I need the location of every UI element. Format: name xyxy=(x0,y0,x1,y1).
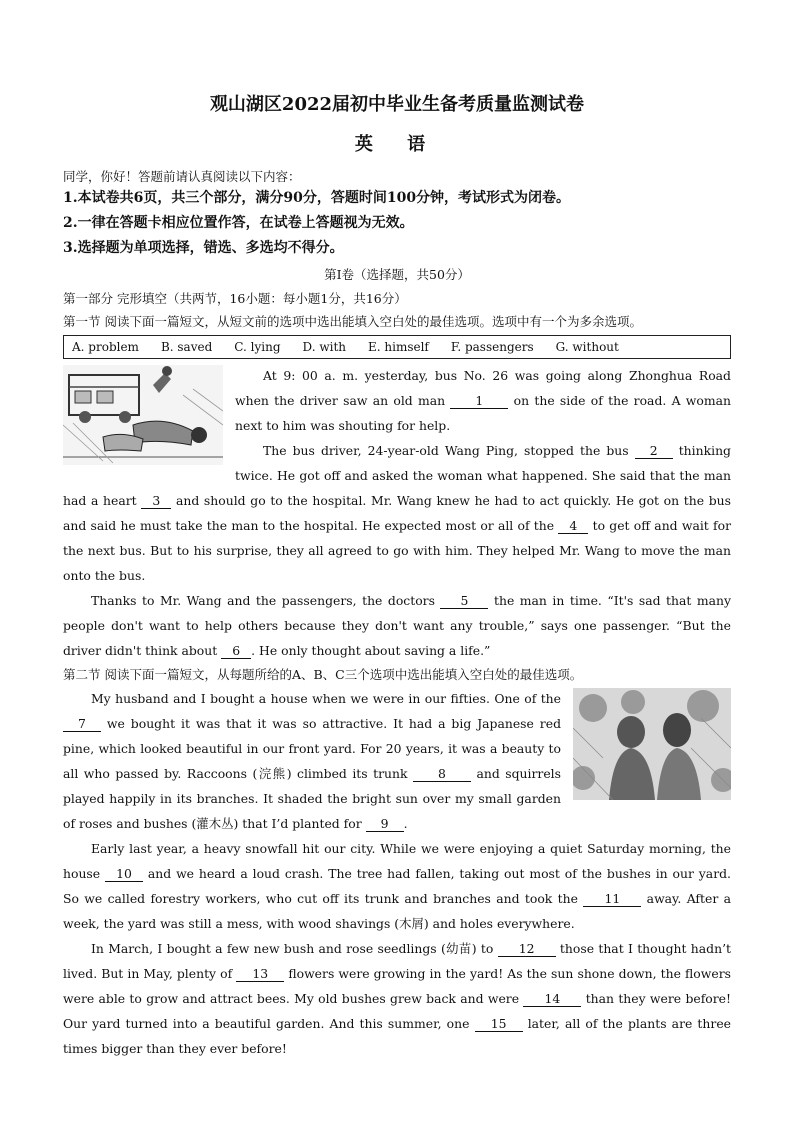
text-run: and we heard a loud crash. The tree had fallen, taking out most of the bushes in our yard. So we called forestry workers, who cut off its trunk and branches and took the xyxy=(63,866,731,906)
text-run: Thanks to Mr. Wang and the passengers, the doctors xyxy=(91,593,441,608)
text-run: The bus driver, 24-year-old Wang Ping, stopped the bus xyxy=(263,443,635,458)
section2-heading: 第二节 阅读下面一篇短文，从每题所给的A、B、C三个选项中选出能填入空白处的最佳选项。 xyxy=(63,667,583,682)
text-run: those that I thought hadn’t lived. But in May, plenty of xyxy=(63,941,731,981)
bus-scene-illustration xyxy=(63,365,223,465)
blank-2: 2 xyxy=(635,443,673,459)
text-run: flowers were growing in the yard! As the sun shone down, the flowers were able to grow and attract bees. My old bushes grew back and were xyxy=(63,966,731,1006)
passage1-paragraph-3 xyxy=(63,588,731,663)
passage-2 xyxy=(63,686,731,1061)
text-run: and should go to the hospital. Mr. Wang knew he had to act quickly. He got on the bus and said he must take the man to the hospital. He expected most or all of the xyxy=(63,493,732,533)
text-run: to get off and wait for the next bus. But to his surprise, they all agreed to go with him. They helped Mr. Wang to move the man onto the bus. xyxy=(63,518,732,583)
text-run: on the side of the road. A woman next to him was shouting for help. xyxy=(235,393,731,433)
option-g: G. without xyxy=(555,340,619,354)
blank-15: 15 xyxy=(475,1016,523,1032)
text-run: away. After a week, the yard was still a mess, with wood shavings (木屑) and holes everywhere. xyxy=(63,891,731,931)
section1-heading: 第一节 阅读下面一篇短文，从短文前的选项中选出能填入空白处的最佳选项。选项中有一个为多余选项。 xyxy=(63,314,642,329)
text-run: . He only thought about saving a life.” xyxy=(251,643,491,658)
text-run: Early last year, a heavy snowfall hit our city. While we were enjoying a quiet Saturday morning, the house xyxy=(63,841,731,881)
text-run: later, all of the plants are three times bigger than they ever before! xyxy=(63,1016,731,1056)
blank-14: 14 xyxy=(523,991,581,1007)
option-a: A. problem xyxy=(72,340,139,354)
text-run: thinking twice. He got off and asked the woman what happened. She said that the man had a heart xyxy=(63,443,731,508)
blank-10: 10 xyxy=(105,866,143,882)
volume-heading: 第Ⅰ卷（选择题，共50分） xyxy=(324,267,470,282)
text-run: At 9: 00 a. m. yesterday, bus No. 26 was going along Zhonghua Road when the driver saw an old man xyxy=(235,368,731,408)
part1-heading: 第一部分 完形填空（共两节，16小题：每小题1分，共16分） xyxy=(63,291,407,306)
blank-9: 9 xyxy=(366,816,404,832)
couple-garden-photo xyxy=(573,688,731,800)
text-run: My husband and I bought a house when we were in our fifties. One of the xyxy=(91,691,561,706)
subject-title: 英 语 xyxy=(354,134,440,155)
option-b: B. saved xyxy=(160,340,213,354)
option-f: F. passengers xyxy=(450,340,534,354)
rule-1: 1.本试卷共6页，共三个部分，满分90分，答题时间100分钟，考试形式为闭卷。 xyxy=(63,190,571,206)
text-run: than they were before! Our yard turned into a beautiful garden. And this summer, one xyxy=(63,991,731,1031)
blank-12: 12 xyxy=(498,941,556,957)
passage-1 xyxy=(63,363,731,663)
blank-3: 3 xyxy=(141,493,171,509)
text-run: the man in time. “It's sad that many people don't want to help others because they don't want any trouble,” says one passenger. “But the driver didn't think about xyxy=(63,593,731,658)
blank-1: 1 xyxy=(450,393,508,409)
passage2-paragraph-2 xyxy=(63,836,731,936)
rule-2: 2.一律在答题卡相应位置作答，在试卷上答题视为无效。 xyxy=(63,215,414,231)
blank-11: 11 xyxy=(583,891,641,907)
options-box xyxy=(63,335,731,359)
text-run: we bought it was that it was so attractive. It had a big Japanese red pine, which looked beautiful in our front yard. For 20 years, it was a beauty to all who passed by. Raccoons (浣熊) climbed its trunk xyxy=(63,716,561,781)
option-e: E. himself xyxy=(368,340,429,354)
blank-6: 6 xyxy=(221,643,251,659)
text-run: . xyxy=(403,816,408,831)
rule-3: 3.选择题为单项选择，错选、多选均不得分。 xyxy=(63,240,344,256)
text-run: and squirrels played happily in its branches. It shaded the bright sun over my small garden of roses and bushes (灌木丛) that I’d planted for xyxy=(63,766,561,831)
blank-13: 13 xyxy=(236,966,284,982)
option-d: D. with xyxy=(302,340,346,354)
text-run: In March, I bought a few new bush and rose seedlings (幼苗) to xyxy=(91,941,498,956)
blank-8: 8 xyxy=(413,766,471,782)
blank-5: 5 xyxy=(440,593,488,609)
exam-title: 观山湖区2022届初中毕业生备考质量监测试卷 xyxy=(209,94,585,115)
blank-4: 4 xyxy=(558,518,588,534)
option-c: C. lying xyxy=(234,340,281,354)
bus-accident-photo xyxy=(63,365,223,465)
greeting: 同学，你好！答题前请认真阅读以下内容： xyxy=(63,169,301,184)
passage2-paragraph-3 xyxy=(63,936,731,1061)
exam-page xyxy=(63,92,731,1061)
couple-illustration xyxy=(573,688,731,800)
blank-7: 7 xyxy=(63,716,101,732)
